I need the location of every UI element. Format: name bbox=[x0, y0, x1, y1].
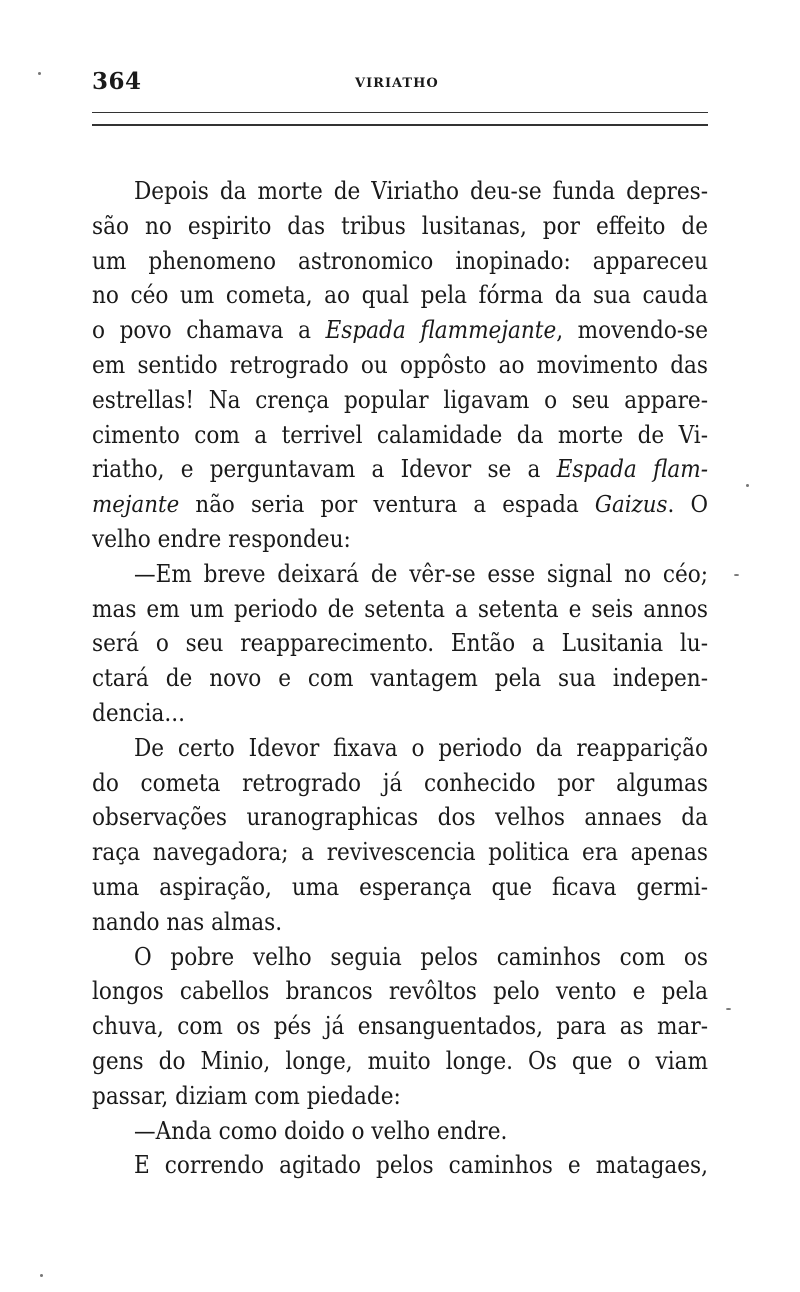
text-line: E correndo agitado pelos caminhos e matagaes, bbox=[134, 1151, 708, 1180]
text-line: o povo chamava a Espada flammejante, movendo-se bbox=[92, 316, 708, 345]
running-head: VIRIATHO bbox=[355, 76, 439, 91]
text-line: gens do Minio, longe, muito longe. Os que o viam bbox=[92, 1046, 708, 1075]
italic-term: Gaizus bbox=[594, 490, 668, 519]
paper-speck bbox=[746, 484, 749, 487]
text-line: chuva, com os pés já ensanguentados, para as mar- bbox=[92, 1012, 708, 1041]
paper-speck bbox=[726, 1008, 731, 1010]
text-line: passar, diziam com piedade: bbox=[92, 1081, 401, 1110]
text-line: riatho, e perguntavam a Idevor se a Espada flam- bbox=[92, 455, 708, 484]
text-line: será o seu reapparecimento. Então a Lusitania lu- bbox=[92, 629, 708, 658]
text-line: um phenomeno astronomico inopinado: appareceu bbox=[92, 246, 708, 275]
text-line: O pobre velho seguia pelos caminhos com os bbox=[134, 942, 708, 971]
header-rule-thin bbox=[92, 112, 708, 113]
text-line: no céo um cometa, ao qual pela fórma da sua cauda bbox=[92, 281, 708, 310]
italic-term: Espada flam- bbox=[556, 455, 708, 484]
text-line: —Em breve deixará de vêr-se esse signal no céo; bbox=[134, 559, 708, 588]
text-line: do cometa retrogrado já conhecido por algumas bbox=[92, 768, 708, 797]
text-line: raça navegadora; a revivescencia politica era apenas bbox=[92, 838, 708, 867]
text-line: cimento com a terrivel calamidade da morte de Vi- bbox=[92, 420, 708, 449]
text-line: ctará de novo e com vantagem pela sua indepen- bbox=[92, 664, 708, 693]
text-line: mejante não seria por ventura a espada Gaizus. O bbox=[92, 490, 708, 519]
paper-speck bbox=[40, 1274, 43, 1277]
italic-term: mejante bbox=[92, 490, 180, 519]
text-line: em sentido retrogrado ou oppôsto ao movimento das bbox=[92, 350, 708, 379]
paper-speck bbox=[734, 574, 739, 576]
text-line: nando nas almas. bbox=[92, 907, 283, 936]
page-number: 364 bbox=[92, 68, 142, 95]
text-line: Depois da morte de Viriatho deu-se funda depres- bbox=[134, 177, 708, 205]
paper-speck bbox=[38, 72, 41, 75]
text-line: estrellas! Na crença popular ligavam o seu appare- bbox=[92, 385, 708, 414]
text-line: uma aspiração, uma esperança que ficava germi- bbox=[92, 872, 708, 901]
header-rule-thick bbox=[92, 124, 708, 126]
text-line: observações uranographicas dos velhos annaes da bbox=[92, 803, 708, 832]
text-line: —Anda como doido o velho endre. bbox=[134, 1116, 508, 1145]
text-line: são no espirito das tribus lusitanas, por effeito de bbox=[92, 211, 708, 240]
text-line: dencia... bbox=[92, 698, 185, 727]
text-line: velho endre respondeu: bbox=[92, 524, 351, 553]
body-text bbox=[92, 174, 708, 1183]
text-line: De certo Idevor fixava o periodo da reapparição bbox=[134, 733, 708, 762]
text-line: longos cabellos brancos revôltos pelo vento e pela bbox=[92, 977, 708, 1006]
text-line: mas em um periodo de setenta a setenta e seis annos bbox=[92, 594, 708, 623]
italic-term: Espada flammejante bbox=[325, 316, 557, 345]
